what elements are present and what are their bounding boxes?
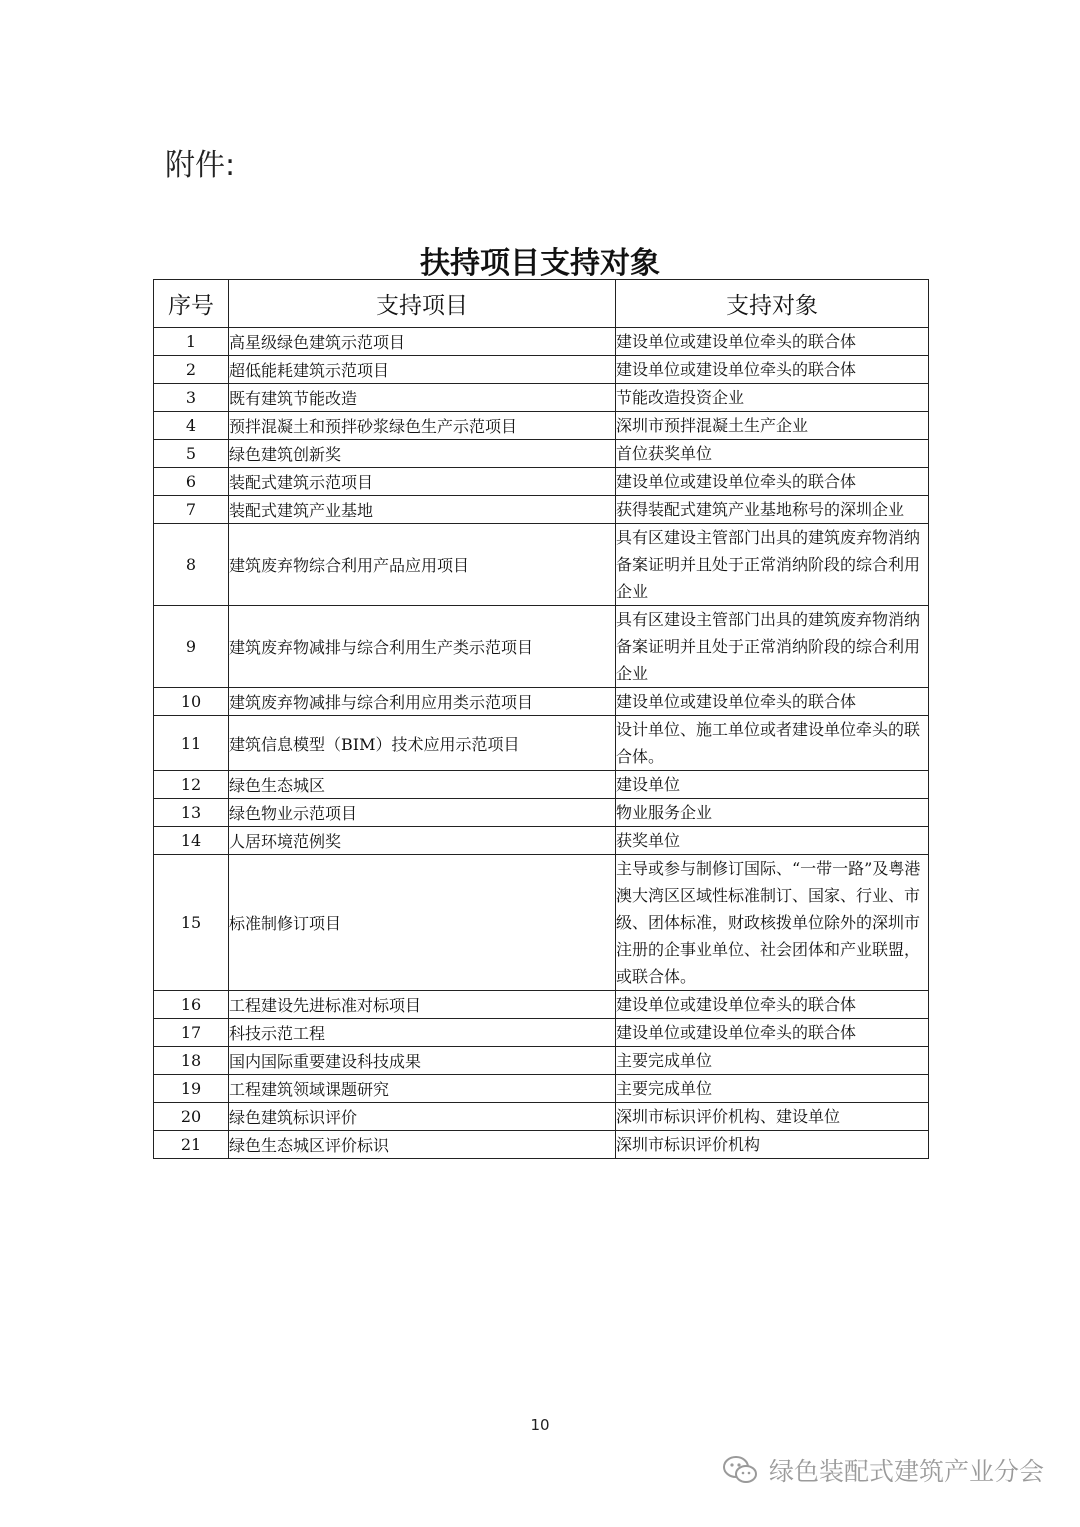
row-object: 建设单位或建设单位牵头的联合体 xyxy=(616,1019,929,1047)
row-project: 工程建设先进标准对标项目 xyxy=(229,991,616,1019)
row-object: 建设单位或建设单位牵头的联合体 xyxy=(616,328,929,356)
row-object: 具有区建设主管部门出具的建筑废弃物消纳备案证明并且处于正常消纳阶段的综合利用企业 xyxy=(616,524,929,606)
row-object: 深圳市预拌混凝土生产企业 xyxy=(616,412,929,440)
row-project: 国内国际重要建设科技成果 xyxy=(229,1047,616,1075)
row-object: 建设单位 xyxy=(616,771,929,799)
row-number: 16 xyxy=(154,991,229,1019)
table-row xyxy=(154,356,929,384)
row-project: 预拌混凝土和预拌砂浆绿色生产示范项目 xyxy=(229,412,616,440)
row-number: 9 xyxy=(154,606,229,688)
table-row xyxy=(154,1047,929,1075)
row-object: 获奖单位 xyxy=(616,827,929,855)
row-object: 主要完成单位 xyxy=(616,1047,929,1075)
row-number: 7 xyxy=(154,496,229,524)
row-object: 主要完成单位 xyxy=(616,1075,929,1103)
table-row xyxy=(154,1075,929,1103)
table-row xyxy=(154,716,929,771)
watermark-text: 绿色装配式建筑产业分会 xyxy=(768,1457,1044,1486)
page-title: 扶持项目支持对象 xyxy=(420,246,660,281)
row-object: 深圳市标识评价机构 xyxy=(616,1131,929,1159)
table-row xyxy=(154,1103,929,1131)
table-row xyxy=(154,606,929,688)
row-number: 4 xyxy=(154,412,229,440)
table-row xyxy=(154,991,929,1019)
table-row xyxy=(154,799,929,827)
row-project: 标准制修订项目 xyxy=(229,855,616,991)
attachment-label: 附件: xyxy=(165,148,236,183)
row-object: 设计单位、施工单位或者建设单位牵头的联合体。 xyxy=(616,716,929,771)
row-object: 建设单位或建设单位牵头的联合体 xyxy=(616,468,929,496)
support-table xyxy=(153,279,929,1159)
row-project: 超低能耗建筑示范项目 xyxy=(229,356,616,384)
row-number: 20 xyxy=(154,1103,229,1131)
header-no: 序号 xyxy=(154,280,229,328)
row-number: 18 xyxy=(154,1047,229,1075)
row-project: 绿色生态城区 xyxy=(229,771,616,799)
row-project: 人居环境范例奖 xyxy=(229,827,616,855)
row-object: 深圳市标识评价机构、建设单位 xyxy=(616,1103,929,1131)
table-row xyxy=(154,827,929,855)
page-number: 10 xyxy=(530,1416,550,1434)
row-project: 绿色建筑创新奖 xyxy=(229,440,616,468)
header-object: 支持对象 xyxy=(616,280,929,328)
row-number: 14 xyxy=(154,827,229,855)
row-number: 3 xyxy=(154,384,229,412)
row-object: 建设单位或建设单位牵头的联合体 xyxy=(616,688,929,716)
row-project: 绿色物业示范项目 xyxy=(229,799,616,827)
row-project: 装配式建筑产业基地 xyxy=(229,496,616,524)
row-project: 绿色建筑标识评价 xyxy=(229,1103,616,1131)
table-row xyxy=(154,468,929,496)
row-number: 11 xyxy=(154,716,229,771)
row-number: 5 xyxy=(154,440,229,468)
table-row xyxy=(154,1019,929,1047)
row-number: 13 xyxy=(154,799,229,827)
row-number: 1 xyxy=(154,328,229,356)
table-row xyxy=(154,688,929,716)
table-row xyxy=(154,440,929,468)
table-row xyxy=(154,384,929,412)
table-row xyxy=(154,412,929,440)
row-number: 6 xyxy=(154,468,229,496)
row-project: 建筑废弃物综合利用产品应用项目 xyxy=(229,524,616,606)
table-header-row xyxy=(154,280,929,328)
row-number: 12 xyxy=(154,771,229,799)
row-number: 8 xyxy=(154,524,229,606)
table-row xyxy=(154,1131,929,1159)
row-project: 科技示范工程 xyxy=(229,1019,616,1047)
row-object: 首位获奖单位 xyxy=(616,440,929,468)
row-object: 建设单位或建设单位牵头的联合体 xyxy=(616,356,929,384)
table-row xyxy=(154,524,929,606)
wechat-icon xyxy=(721,1454,759,1486)
row-object: 主导或参与制修订国际、“一带一路”及粤港澳大湾区区域性标准制订、国家、行业、市级、团体标准，财政核拨单位除外的深圳市注册的企事业单位、社会团体和产业联盟，或联合体。 xyxy=(616,855,929,991)
row-project: 既有建筑节能改造 xyxy=(229,384,616,412)
row-project: 建筑废弃物减排与综合利用应用类示范项目 xyxy=(229,688,616,716)
row-project: 高星级绿色建筑示范项目 xyxy=(229,328,616,356)
row-object: 物业服务企业 xyxy=(616,799,929,827)
row-number: 21 xyxy=(154,1131,229,1159)
row-object: 获得装配式建筑产业基地称号的深圳企业 xyxy=(616,496,929,524)
table-row xyxy=(154,855,929,991)
header-project: 支持项目 xyxy=(229,280,616,328)
row-number: 10 xyxy=(154,688,229,716)
row-number: 15 xyxy=(154,855,229,991)
row-project: 建筑信息模型（BIM）技术应用示范项目 xyxy=(229,716,616,771)
row-number: 19 xyxy=(154,1075,229,1103)
row-project: 装配式建筑示范项目 xyxy=(229,468,616,496)
row-project: 建筑废弃物减排与综合利用生产类示范项目 xyxy=(229,606,616,688)
row-object: 节能改造投资企业 xyxy=(616,384,929,412)
row-project: 绿色生态城区评价标识 xyxy=(229,1131,616,1159)
row-number: 2 xyxy=(154,356,229,384)
row-object: 建设单位或建设单位牵头的联合体 xyxy=(616,991,929,1019)
row-project: 工程建筑领域课题研究 xyxy=(229,1075,616,1103)
table-row xyxy=(154,328,929,356)
watermark xyxy=(721,1452,1044,1488)
row-number: 17 xyxy=(154,1019,229,1047)
table-row xyxy=(154,771,929,799)
table-row xyxy=(154,496,929,524)
row-object: 具有区建设主管部门出具的建筑废弃物消纳备案证明并且处于正常消纳阶段的综合利用企业 xyxy=(616,606,929,688)
